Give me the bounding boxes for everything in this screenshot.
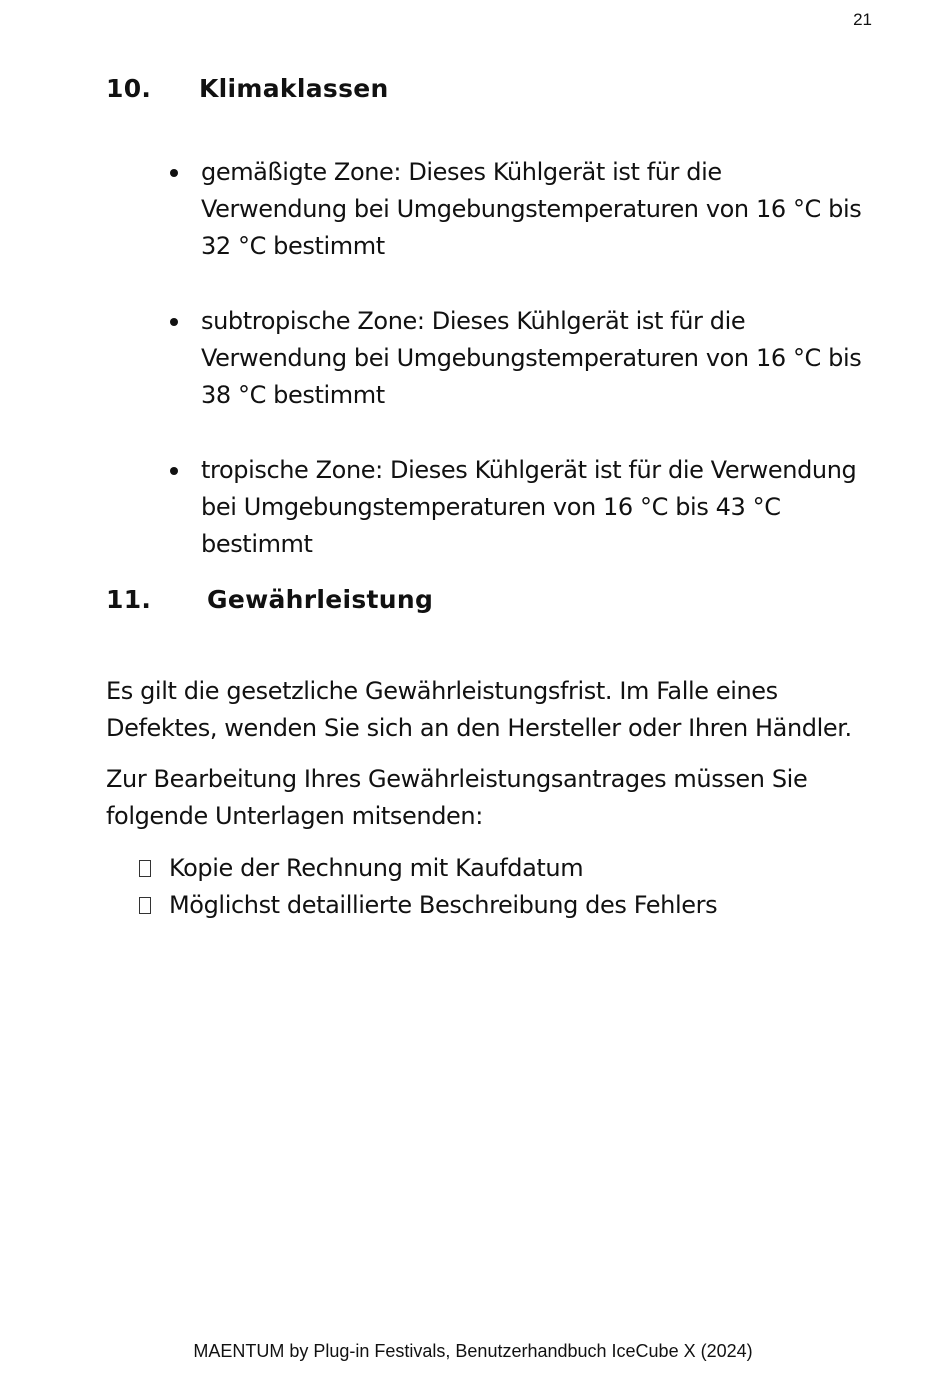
- section-number: 10.: [106, 74, 152, 103]
- list-item: [168, 303, 868, 414]
- footer-text: MAENTUM by Plug-in Festivals, Benutzerhandbuch IceCube X (2024): [193, 1341, 753, 1361]
- page-footer: [0, 1341, 950, 1362]
- section-title: Klimaklassen: [199, 74, 389, 103]
- bullet-icon: [170, 318, 178, 326]
- page-number: 21: [853, 10, 872, 29]
- section-heading-gewaehrleistung: [106, 585, 433, 614]
- list-item-text: Kopie der Rechnung mit Kaufdatum: [169, 854, 584, 882]
- list-item-text: Möglichst detaillierte Beschreibung des Fehlers: [169, 891, 718, 919]
- list-item: [138, 850, 717, 887]
- required-documents-list: [138, 850, 717, 924]
- climate-class-list: [168, 154, 868, 265]
- section-heading-klimaklassen: [106, 74, 389, 103]
- list-item-text: gemäßigte Zone: Dieses Kühlgerät ist für die Verwendung bei Umgebungstemperaturen von 16 °C bis 32 °C bestimmt: [201, 158, 862, 260]
- bullet-icon: [170, 169, 178, 177]
- list-item: [168, 154, 868, 265]
- section-title: Gewährleistung: [207, 585, 434, 614]
- list-item-text: subtropische Zone: Dieses Kühlgerät ist für die Verwendung bei Umgebungstemperaturen von 16 °C bis 38 °C bestimmt: [201, 307, 862, 409]
- bullet-icon: [170, 467, 178, 475]
- section-number: 11.: [106, 585, 152, 614]
- climate-class-list: [168, 303, 868, 414]
- list-item: [138, 887, 717, 924]
- warranty-paragraph: Es gilt die gesetzliche Gewährleistungsfrist. Im Falle eines Defektes, wenden Sie sich an den Hersteller oder Ihren Händler.: [106, 677, 852, 742]
- warranty-paragraph: Zur Bearbeitung Ihres Gewährleistungsantrages müssen Sie folgende Unterlagen mitsenden:: [106, 765, 808, 830]
- checkbox-icon: [139, 897, 151, 914]
- climate-class-list: [168, 452, 868, 563]
- checkbox-icon: [139, 860, 151, 877]
- list-item: [168, 452, 868, 563]
- list-item-text: tropische Zone: Dieses Kühlgerät ist für die Verwendung bei Umgebungstemperaturen von 16 °C bis 43 °C bestimmt: [201, 456, 857, 558]
